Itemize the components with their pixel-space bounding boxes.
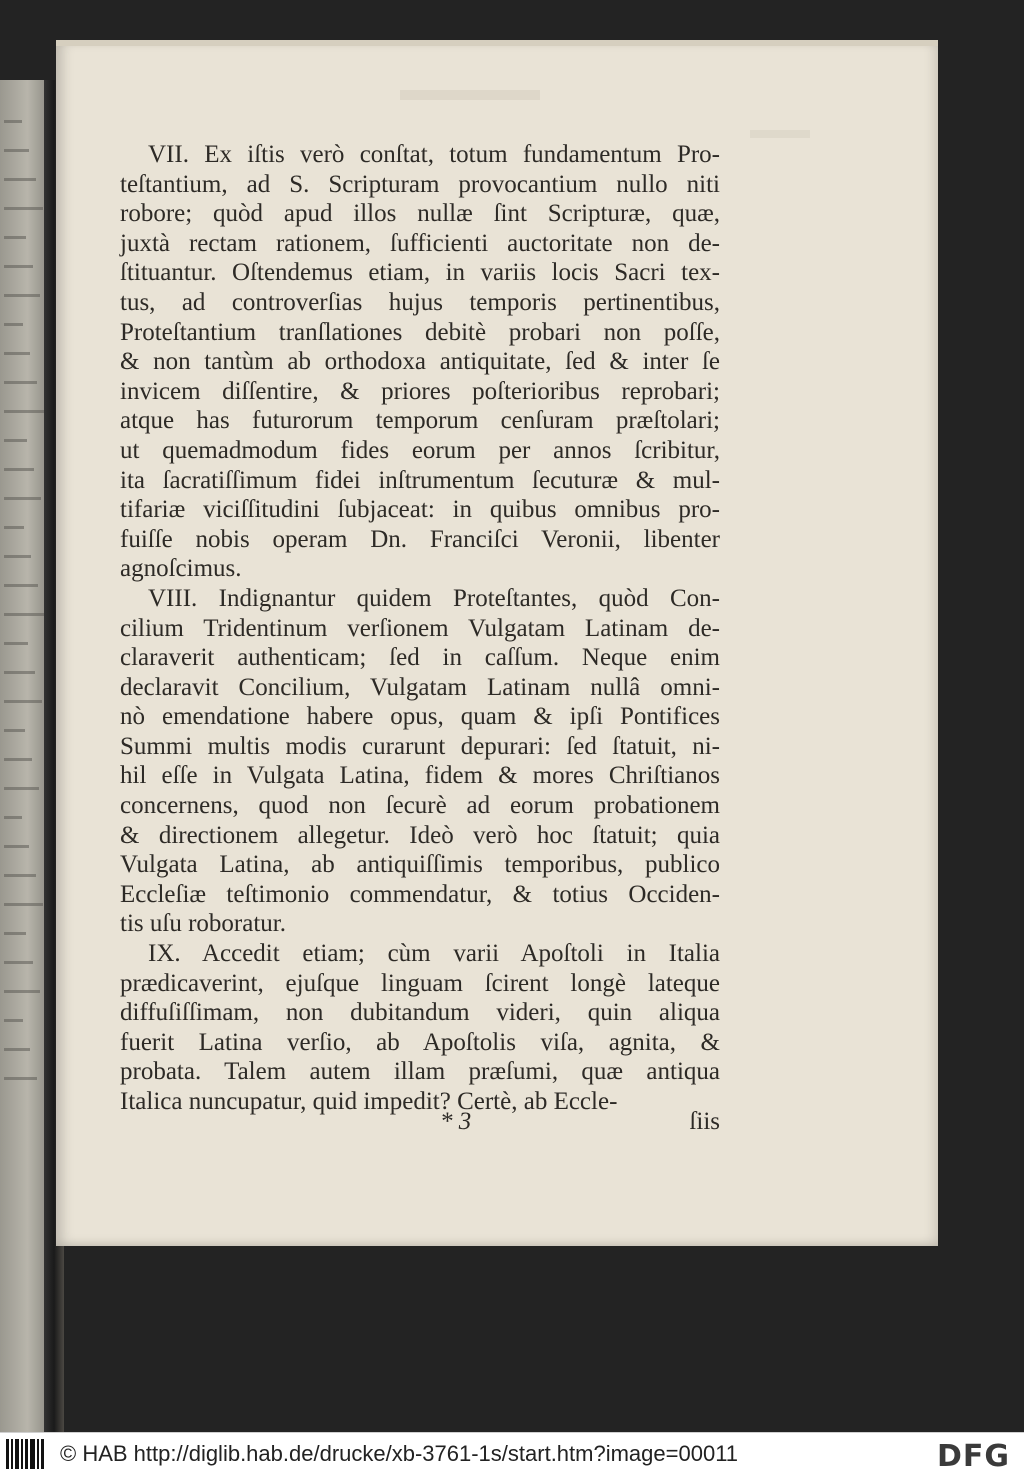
facing-text-fragment xyxy=(4,207,43,210)
facing-page-text-fragments xyxy=(0,80,48,1432)
text-line: diffuſiſſimam, non dubitandum videri, quin aliqua xyxy=(120,999,720,1027)
facing-text-fragment xyxy=(4,642,28,645)
facing-text-fragment xyxy=(4,613,45,616)
facing-text-fragment xyxy=(4,729,25,732)
text-line: fuiſſe nobis operam Dn. Franciſci Veronii, libenter xyxy=(120,525,720,553)
facing-text-fragment xyxy=(4,845,29,848)
facing-text-fragment xyxy=(4,294,40,297)
facing-text-fragment xyxy=(4,555,31,558)
text-line: declaravit Concilium, Vulgatam Latinam nullâ omni- xyxy=(120,673,720,701)
facing-text-fragment xyxy=(4,410,44,413)
text-line: tifariæ viciſſitudini ſubjaceat: in quibus omnibus pro- xyxy=(120,496,720,524)
text-line: concernens, quod non ſecurè ad eorum probationem xyxy=(120,792,720,820)
text-line: & directionem allegetur. Ideò verò hoc ſtatuit; quia xyxy=(120,821,720,849)
text-line: Vulgata Latina, ab antiquiſſimis temporibus, publico xyxy=(120,851,720,879)
facing-text-fragment xyxy=(4,265,33,268)
text-line: hil eſſe in Vulgata Latina, fidem & mores Chriſtianos xyxy=(120,762,720,790)
text-line: Eccleſiæ teſtimonio commendatur, & totius Occiden- xyxy=(120,880,720,908)
barcode-bar xyxy=(41,1439,44,1469)
facing-text-fragment xyxy=(4,874,36,877)
facing-text-fragment xyxy=(4,932,26,935)
copyright-url[interactable]: © HAB http://diglib.hab.de/drucke/xb-3761-1s/start.htm?image=00011 xyxy=(60,1441,739,1466)
text-line: robore; quòd apud illos nullæ ſint Scripturæ, quæ, xyxy=(120,200,720,228)
facing-text-fragment xyxy=(4,439,27,442)
facing-text-fragment xyxy=(4,1077,37,1080)
text-line: Italica nuncupatur, quid impedit? Certè, ab Eccle- xyxy=(120,1088,618,1115)
text-line: tis uſu roboratur. xyxy=(120,910,286,938)
catchword: ſiis xyxy=(689,1108,720,1135)
text-line: agnoſcimus. xyxy=(120,555,242,583)
facing-text-fragment xyxy=(4,236,26,239)
text-line: cilium Tridentinum verſionem Vulgatam Latinam de- xyxy=(120,614,720,642)
facing-text-fragment xyxy=(4,671,35,674)
page-top-edge xyxy=(56,40,938,46)
barcode-bar xyxy=(21,1439,23,1469)
text-line: nò emendatione habere opus, quam & ipſi Pontifices xyxy=(120,703,720,731)
text-line: claraverit authenticam; ſed in caſſum. Neque enim xyxy=(120,644,720,672)
barcode-bar xyxy=(25,1439,28,1469)
text-line: VIII. Indignantur quidem Proteſtantes, quòd Con- xyxy=(148,584,720,612)
dfg-logo: DFG xyxy=(936,1439,1010,1474)
facing-text-fragment xyxy=(4,700,42,703)
text-line: & non tantùm ab orthodoxa antiquitate, ſed & inter ſe xyxy=(120,348,720,376)
facing-text-fragment xyxy=(4,381,37,384)
text-line: prædicaverint, ejuſque linguam ſcirent longè lateque xyxy=(120,969,720,997)
facing-text-fragment xyxy=(4,497,41,500)
facing-text-fragment xyxy=(4,787,39,790)
text-line: VII. Ex iſtis verò conſtat, totum fundamentum Pro- xyxy=(148,141,720,168)
text-line: probata. Talem autem illam præſumi, quæ antiqua xyxy=(120,1058,720,1086)
text-line: teſtantium, ad S. Scripturam provocantium nullo niti xyxy=(120,170,720,198)
viewer-footer xyxy=(0,1432,1024,1475)
facing-text-fragment xyxy=(4,584,38,587)
text-line: IX. Accedit etiam; cùm varii Apoſtoli in Italia xyxy=(148,940,720,968)
text-line: invicem diſſentire, & priores poſterioribus reprobari; xyxy=(120,377,720,405)
facing-text-fragment xyxy=(4,961,33,964)
text-line: ut quemadmodum fides eorum per annos ſcribitur, xyxy=(120,436,720,464)
facing-text-fragment xyxy=(4,120,22,123)
barcode-bar xyxy=(15,1439,19,1469)
facing-text-fragment xyxy=(4,816,22,819)
facing-text-fragment xyxy=(4,903,43,906)
facing-text-fragment xyxy=(4,1019,23,1022)
barcode-bar xyxy=(30,1439,35,1469)
facing-text-fragment xyxy=(4,323,23,326)
facing-text-fragment xyxy=(4,758,32,761)
barcode-bar xyxy=(37,1439,39,1469)
text-line: Proteſtantium tranſlationes debitè probari non poſſe, xyxy=(120,318,720,346)
barcode-bar xyxy=(6,1439,9,1469)
text-line: juxtà rectam rationem, ſufficienti auctoritate non de- xyxy=(120,229,720,257)
hab-barcode-logo xyxy=(6,1439,46,1469)
text-line: fuerit Latina verſio, ab Apoſtolis viſa, agnita, & xyxy=(120,1028,720,1056)
facing-text-fragment xyxy=(4,990,40,993)
text-line: atque has futurorum temporum cenſuram præſtolari; xyxy=(120,407,720,435)
text-line: ſtituantur. Oſtendemus etiam, in variis locis Sacri tex- xyxy=(120,259,720,287)
facing-text-fragment xyxy=(4,468,34,471)
barcode-bar xyxy=(11,1439,13,1469)
facing-text-fragment xyxy=(4,149,29,152)
text-line: Summi multis modis curarunt depurari: ſed ſtatuit, ni- xyxy=(120,732,720,760)
facing-text-fragment xyxy=(4,526,24,529)
facing-page-edge xyxy=(0,80,50,1432)
page-footer-line xyxy=(120,1108,720,1138)
signature-mark: * 3 xyxy=(440,1108,472,1135)
facing-text-fragment xyxy=(4,1048,30,1051)
page-body-text xyxy=(120,140,720,1117)
facing-text-fragment xyxy=(4,352,30,355)
text-line: ita ſacratiſſimum fidei inſtrumentum ſecuturæ & mul- xyxy=(120,466,720,494)
text-line: tus, ad controverſias hujus temporis pertinentibus, xyxy=(120,288,720,316)
facing-text-fragment xyxy=(4,178,36,181)
